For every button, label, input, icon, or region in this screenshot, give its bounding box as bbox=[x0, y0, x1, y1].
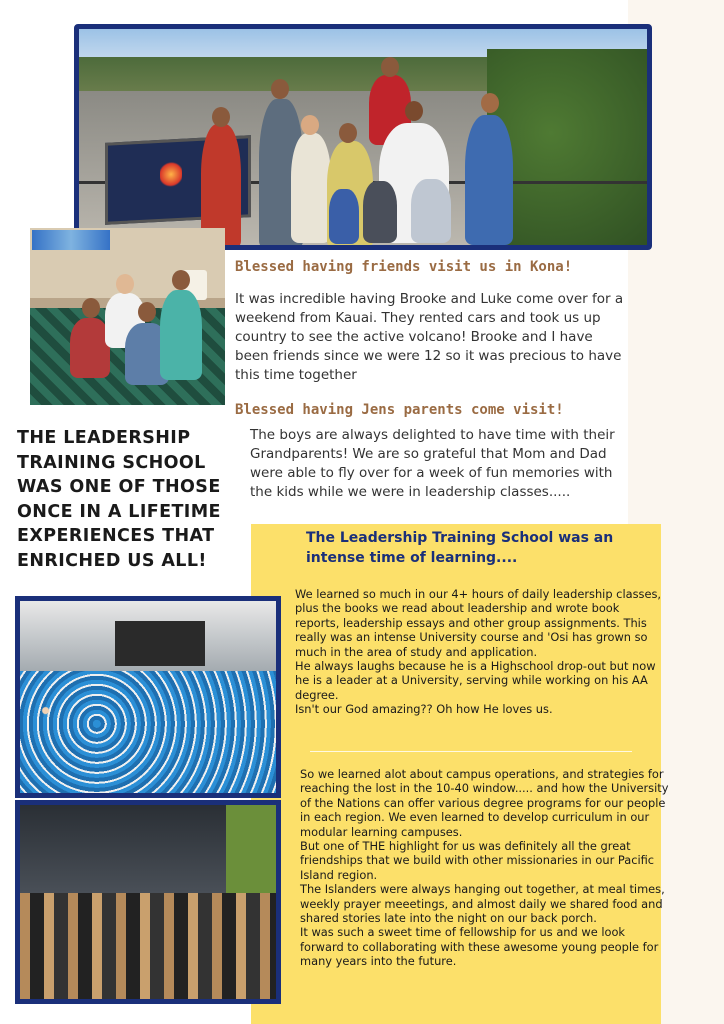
parents-visit-heading: Blessed having Jens parents come visit! bbox=[235, 402, 564, 418]
panel-divider bbox=[310, 751, 632, 752]
panel-paragraph: He always laughs because he is a Highschool drop-out but now he is a leader at a University, serving while working on his AA degree. bbox=[295, 659, 656, 702]
panel-text-block-2 bbox=[300, 767, 672, 969]
volcano-group-photo bbox=[74, 24, 652, 250]
kona-friends-photo bbox=[30, 228, 225, 405]
students-crowd-photo bbox=[15, 596, 281, 798]
panel-paragraph: We learned so much in our 4+ hours of daily leadership classes, plus the books we read about leadership and wrote book reports, leadership essays and other group assignments. This really was an intense University course and 'Osi has grown so much in the area of study and application. bbox=[295, 587, 662, 659]
kona-visit-text: It was incredible having Brooke and Luke come over for a weekend from Kauai. They rented cars and took us up country to see the active volcano! Brooke and I have been friends since we were 12 so it was precious to have this time together bbox=[235, 291, 624, 383]
panel-paragraph: The Islanders were always hanging out together, at meal times, weekly prayer meeetings, and almost daily we shared food and shared stories late into the night on our back porch. bbox=[300, 882, 665, 926]
leadership-quote: THE LEADERSHIP TRAINING SCHOOL WAS ONE OF THOSE ONCE IN A LIFETIME EXPERIENCES THAT ENRICHED US ALL! bbox=[17, 428, 221, 571]
classroom-photo bbox=[15, 800, 281, 1004]
panel-heading: The Leadership Training School was an intense time of learning.... bbox=[306, 530, 614, 566]
panel-paragraph: So we learned alot about campus operations, and strategies for reaching the lost in the 10-40 window..... and how the University of the Nations can offer various degree programs for our people in each region. We even learned to develop curriculum in our modular learning campuses. bbox=[300, 767, 669, 839]
panel-paragraph: It was such a sweet time of fellowship for us and we look forward to collaborating with these awesome young people for many years into the future. bbox=[300, 925, 659, 969]
panel-paragraph: But one of THE highlight for us was definitely all the great friendships that we build with other missionaries in our Pacific Island region. bbox=[300, 839, 655, 882]
parents-visit-text: The boys are always delighted to have time with their Grandparents! We are so grateful that Mom and Dad were able to fly over for a week of fun memories with the kids while we were in leadership classes..... bbox=[250, 427, 615, 500]
panel-paragraph: Isn't our God amazing?? Oh how He loves us. bbox=[295, 702, 553, 717]
kona-visit-heading: Blessed having friends visit us in Kona! bbox=[235, 259, 573, 275]
panel-text-block-1 bbox=[295, 587, 667, 717]
